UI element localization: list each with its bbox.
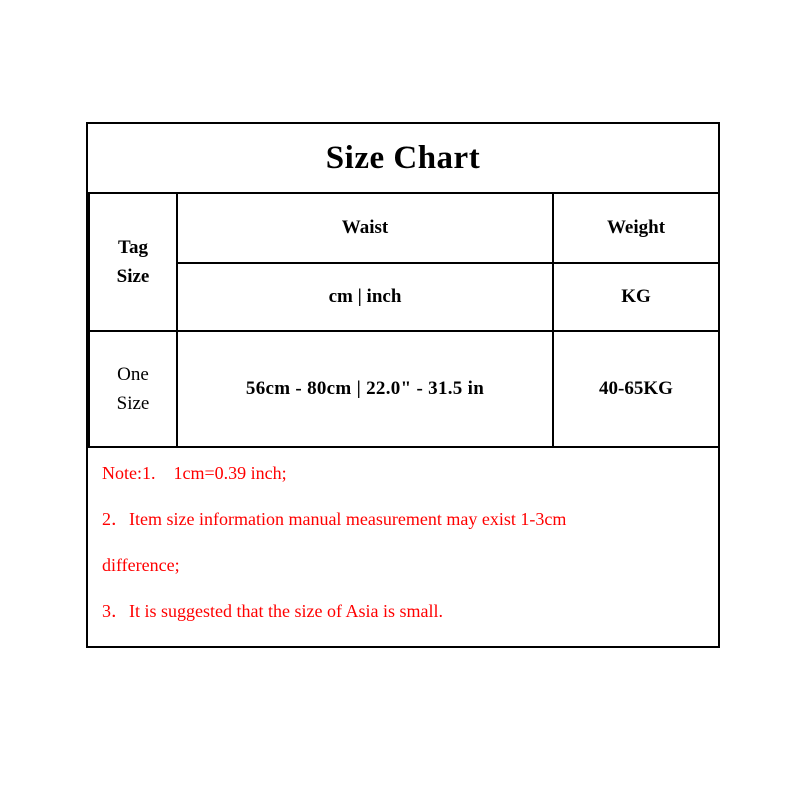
cell-tag-size-line1: One: [117, 363, 149, 385]
table-row: [89, 331, 719, 447]
units-weight: KG: [553, 263, 719, 331]
cell-weight-value: 40-65KG: [553, 331, 719, 447]
page-title: Size Chart: [325, 139, 481, 176]
note-line-1: Note:1. 1cm=0.39 inch;: [102, 463, 287, 483]
header-weight: Weight: [553, 194, 719, 263]
header-waist: Waist: [177, 194, 553, 263]
note-line-2: 2．Item size information manual measurement may exist 1-3cm: [102, 509, 567, 529]
chart-title-row: [88, 124, 718, 194]
units-waist: cm | inch: [177, 263, 553, 331]
cell-tag-size-value: [89, 331, 177, 447]
header-tag-size: [89, 194, 177, 331]
table-row-header: [89, 194, 719, 263]
header-tag-size-line2: Size: [116, 266, 150, 287]
note-line-4: 3．It is suggested that the size of Asia is small.: [102, 601, 443, 621]
size-chart-container: [86, 122, 720, 648]
notes-section: [88, 448, 718, 646]
size-table: [88, 194, 720, 448]
note-line-3: difference;: [102, 555, 180, 575]
table-row-units: [89, 263, 719, 331]
header-tag-size-line1: Tag: [118, 236, 148, 258]
cell-tag-size-line2: Size: [116, 393, 150, 414]
cell-waist-value: 56cm - 80cm | 22.0" - 31.5 in: [177, 331, 553, 447]
